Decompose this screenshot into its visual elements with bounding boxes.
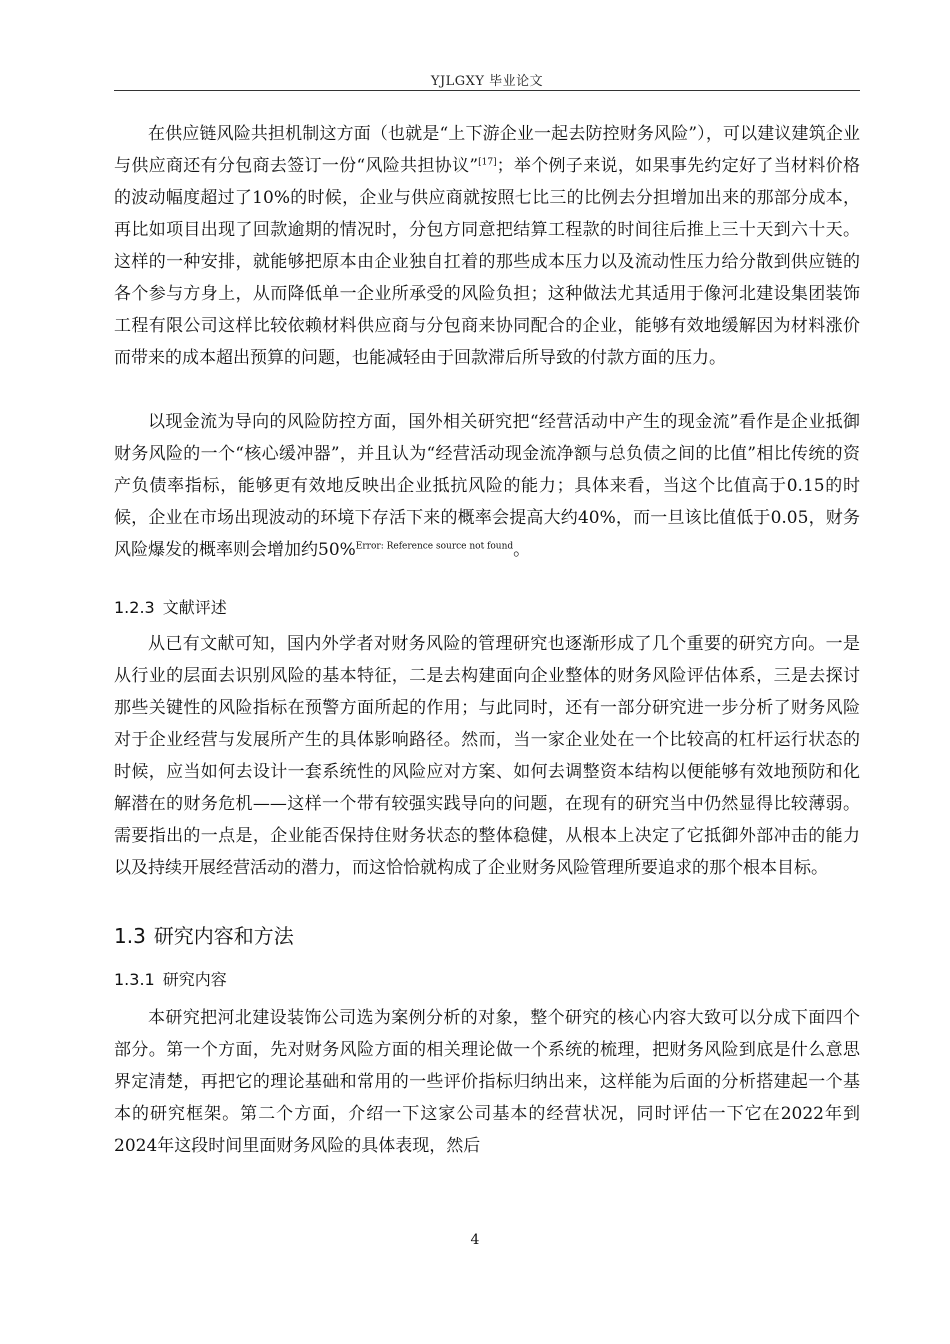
- paragraph-literature-review: 从已有文献可知，国内外学者对财务风险的管理研究也逐渐形成了几个重要的研究方向。一是从行业的层面去识别风险的基本特征，二是去构建面向企业整体的财务风险评估体系，三是去探讨那些关键性的风险指标在预警方面所起的作用；与此同时，还有一部分研究进一步分析了财务风险对于企业经营与发展所产生的具体影响路径。然而，当一家企业处在一个比较高的杠杆运行状态的时候，应当如何去设计一套系统性的风险应对方案、如何去调整资本结构以便能够有效地预防和化解潜在的财务危机——这样一个带有较强实践导向的问题，在现有的研究当中仍然显得比较薄弱。需要指出的一点是，企业能否保持住财务状态的整体稳健，从根本上决定了它抵御外部冲击的能力以及持续开展经营活动的潜力，而这恰恰就构成了企业财务风险管理所要追求的那个根本目标。: [114, 634, 860, 878]
- paragraph-text: ；举个例子来说，如果事先约定好了当材料价格的波动幅度超过了10%的时候，企业与供应商就按照七比三的比例去分担增加出来的那部分成本，再比如项目出现了回款逾期的情况时，分包方同意把结算工程款的时间往后推上三十天到六十天。这样的一种安排，就能够把原本由企业独自扛着的那些成本压力以及流动性压力给分散到供应链的各个参与方身上，从而降低单一企业所承受的风险负担；这种做法尤其适用于像河北建设集团装饰工程有限公司这样比较依赖材料供应商与分包商来协同配合的企业，能够有效地缓解因为材料涨价而带来的成本超出预算的问题，也能减轻由于回款滞后所导致的付款方面的压力。: [114, 156, 860, 368]
- paragraph-cash-flow: [114, 406, 860, 566]
- citation-ref: [17]: [478, 157, 497, 168]
- heading-1-2-3: [114, 596, 860, 620]
- paragraph-text: 。: [513, 540, 531, 560]
- page-number: 4: [470, 1232, 480, 1248]
- paragraph-text: 在供应链风险共担机制这方面（也就是“上下游企业一起去防控财务风险”），可以建议建筑企业与供应商还有分包商去签订一份“风险共担协议”: [114, 124, 860, 176]
- heading-number: 1.2.3: [114, 598, 155, 617]
- heading-title: 文献评述: [162, 598, 227, 617]
- paragraph-research-content: 本研究把河北建设装饰公司选为案例分析的对象，整个研究的核心内容大致可以分成下面四个部分。第一个方面，先对财务风险方面的相关理论做一个系统的梳理，把财务风险到底是什么意思界定清楚，再把它的理论基础和常用的一些评价指标归纳出来，这样能为后面的分析搭建起一个基本的研究框架。第二个方面，介绍一下这家公司基本的经营状况，同时评估一下它在2022年到2024年这段时间里面财务风险的具体表现，然后: [114, 1008, 860, 1156]
- running-header: YJLGXY 毕业论文: [430, 74, 544, 89]
- paragraph-text: 以现金流为导向的风险防控方面，国外相关研究把“经营活动中产生的现金流”看作是企业抵御财务风险的一个“核心缓冲器”，并且认为“经营活动现金流净额与总负债之间的比值”相比传统的资产负债率指标，能够更有效地反映出企业抵抗风险的能力；具体来看，当这个比值高于0.15的时候，企业在市场出现波动的环境下存活下来的概率会提高大约40%，而一旦该比值低于0.05，财务风险爆发的概率则会增加约50%: [114, 412, 860, 560]
- heading-title: 研究内容: [162, 970, 227, 989]
- heading-1-3-1: [114, 968, 860, 992]
- reference-error: Error: Reference source not found: [355, 541, 514, 552]
- heading-number: 1.3.1: [114, 970, 155, 989]
- heading-number: 1.3: [114, 924, 146, 948]
- page-body: [114, 118, 860, 1162]
- paragraph-supply-chain: [114, 118, 860, 406]
- header-rule: [114, 90, 860, 91]
- heading-1-3: [114, 922, 860, 950]
- heading-title: 研究内容和方法: [153, 924, 294, 948]
